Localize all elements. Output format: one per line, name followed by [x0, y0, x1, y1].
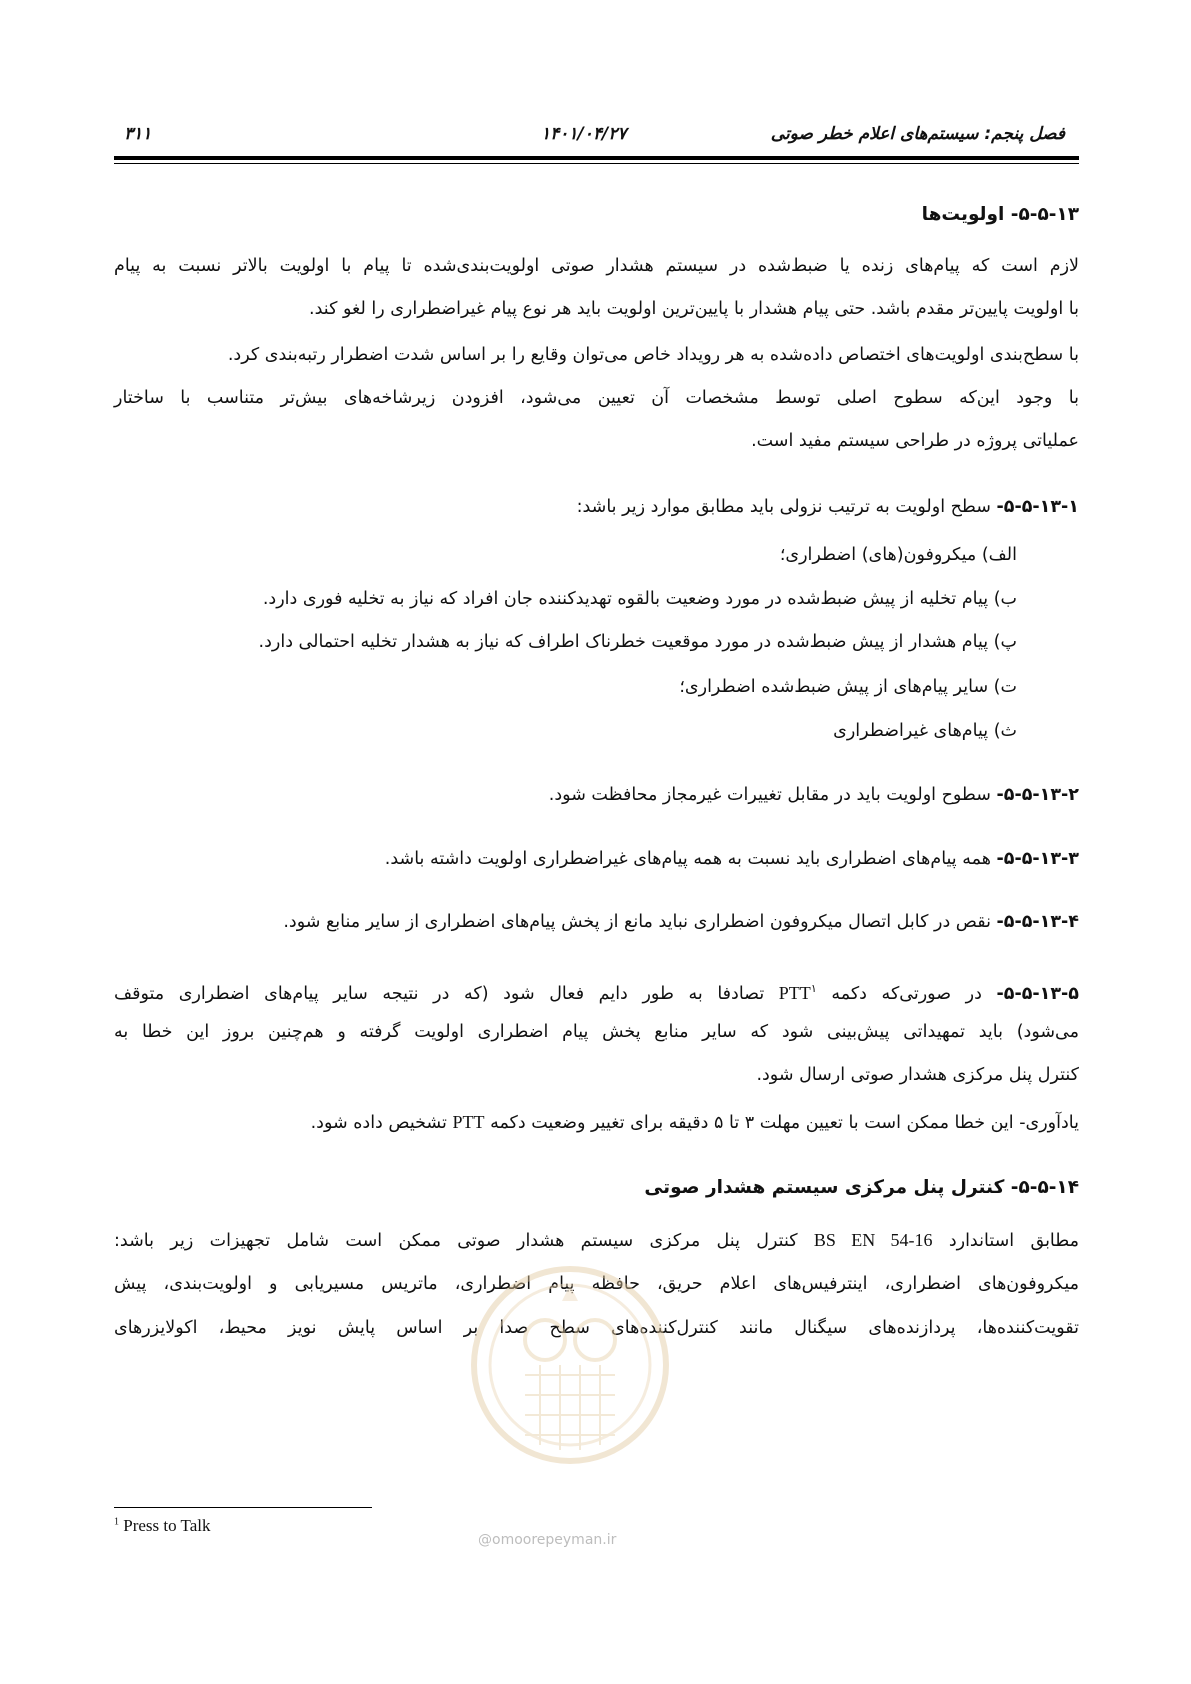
footnote-text: Press to Talk: [119, 1516, 211, 1535]
clause-number: ۵-۵-۱۳-۱-: [996, 497, 1079, 517]
note-text: یادآوری- این خطا ممکن است با تعیین مهلت ۳ تا ۵ دقیقه برای تغییر وضعیت دکمه: [484, 1113, 1079, 1133]
clause-5-5-13-5: [114, 975, 1079, 1008]
section-heading-control-panel: ۵-۵-۱۴- کنترل پنل مرکزی سیستم هشدار صوتی: [644, 1177, 1079, 1198]
paragraph-line: می‌شود) باید تمهیداتی پیش‌بینی شود که سایر منابع پخش پیام اضطراری اولویت گرفته و هم‌چنین بروز این خطا به: [114, 1022, 1079, 1042]
paragraph-line: میکروفون‌های اضطراری، اینترفیس‌های اعلام حریق، حافظه پیام اضطراری، ماتریس مسیریابی و اولویت‌بندی، پیش: [114, 1274, 1079, 1294]
section-heading-priorities: ۵-۵-۱۳- اولویت‌ها: [921, 204, 1079, 225]
paragraph-line: لازم است که پیام‌های زنده یا ضبط‌شده در سیستم هشدار صوتی اولویت‌بندی‌شده تا پیام با اولویت بالاتر نسبت به پیام: [114, 256, 1079, 276]
clause-text: همه پیام‌های اضطراری باید نسبت به همه پیام‌های غیراضطراری اولویت داشته باشد.: [384, 849, 997, 869]
ptt-term: PTT: [452, 1112, 485, 1132]
clause-5-5-13-4: [283, 908, 1079, 936]
list-item: ت) سایر پیام‌های از پیش ضبط‌شده اضطراری؛: [679, 677, 1017, 697]
running-header-chapter: فصل پنجم: سیستم‌های اعلام خطر صوتی: [770, 124, 1065, 144]
note: [311, 1108, 1079, 1137]
footnote-reference: ۱: [810, 982, 817, 995]
paragraph-line: [114, 1226, 1079, 1255]
clause-text: سطح اولویت به ترتیب نزولی باید مطابق موارد زیر باشد:: [576, 497, 997, 517]
watermark-seal: [470, 1255, 670, 1475]
page-number: ۳۱۱: [124, 124, 152, 144]
clause-text: نقص در کابل اتصال میکروفون اضطراری نباید مانع از پخش پیام‌های اضطراری از سایر منابع شود.: [283, 912, 997, 932]
clause-5-5-13-3: [385, 845, 1079, 873]
ptt-term: PTT: [778, 982, 811, 1003]
clause-5-5-13-2: [549, 781, 1079, 809]
footnote-rule: [114, 1507, 372, 1508]
note-text: تشخیص داده شود.: [310, 1113, 453, 1133]
clause-text: تصادفا به طور دایم فعال شود (که در نتیجه سایر پیام‌های اضطراری متوقف: [114, 983, 779, 1004]
header-rule-thin: [114, 163, 1079, 164]
footnote-marker: 1: [114, 1516, 119, 1528]
list-item: ب) پیام تخلیه از پیش ضبط‌شده در مورد وضعیت بالقوه تهدیدکننده جان افراد که نیاز به تخلیه فوری دارد.: [262, 589, 1017, 609]
clause-number: ۵-۵-۱۳-۵-: [996, 983, 1079, 1004]
list-item: الف) میکروفون(های) اضطراری؛: [779, 545, 1017, 565]
watermark-text: @omoorepeyman.ir: [478, 1532, 617, 1548]
paragraph-line: با سطح‌بندی اولویت‌های اختصاص داده‌شده به هر رویداد خاص می‌توان وقایع را بر اساس شدت اضطرار رتبه‌بندی کرد.: [227, 345, 1079, 365]
running-header-date: ۱۴۰۱/۰۴/۲۷: [541, 124, 627, 144]
paragraph-line: تقویت‌کننده‌ها، پردازنده‌های سیگنال مانند کنترل‌کننده‌های سطح صدا بر اساس پایش نویز محیط، اکولایزرهای: [114, 1318, 1079, 1338]
clause-number: ۵-۵-۱۳-۲-: [996, 785, 1079, 805]
paragraph-text: کنترل پنل مرکزی سیستم هشدار صوتی ممکن است شامل تجهیزات زیر باشد:: [114, 1231, 814, 1251]
standard-code: BS EN 54-16: [813, 1230, 933, 1250]
header-rule: [114, 156, 1079, 160]
paragraph-line: عملیاتی پروژه در طراحی سیستم مفید است.: [751, 431, 1079, 451]
paragraph-line: کنترل پنل مرکزی هشدار صوتی ارسال شود.: [756, 1065, 1079, 1085]
clause-number: ۵-۵-۱۳-۳-: [996, 849, 1079, 869]
clause-5-5-13-1: [577, 493, 1079, 521]
clause-number: ۵-۵-۱۳-۴-: [996, 912, 1079, 932]
list-item: پ) پیام هشدار از پیش ضبط‌شده در مورد موقعیت خطرناک اطراف که نیاز به هشدار تخلیه احتمالی دارد.: [258, 632, 1017, 652]
clause-text: سطوح اولویت باید در مقابل تغییرات غیرمجاز محافظت شود.: [548, 785, 997, 805]
paragraph-line: با اولویت پایین‌تر مقدم باشد. حتی پیام هشدار با پایین‌ترین اولویت باید هر نوع پیام غیراضطراری را لغو کند.: [309, 299, 1079, 319]
paragraph-text: مطابق استاندارد: [932, 1231, 1079, 1251]
clause-text: در صورتی‌که دکمه: [816, 983, 997, 1004]
paragraph-line: با وجود این‌که سطوح اصلی توسط مشخصات آن تعیین می‌شود، افزودن زیرشاخه‌های بیش‌تر متناسب با ساختار: [114, 388, 1079, 408]
list-item: ث) پیام‌های غیراضطراری: [833, 721, 1017, 741]
footnote: [114, 1516, 211, 1536]
